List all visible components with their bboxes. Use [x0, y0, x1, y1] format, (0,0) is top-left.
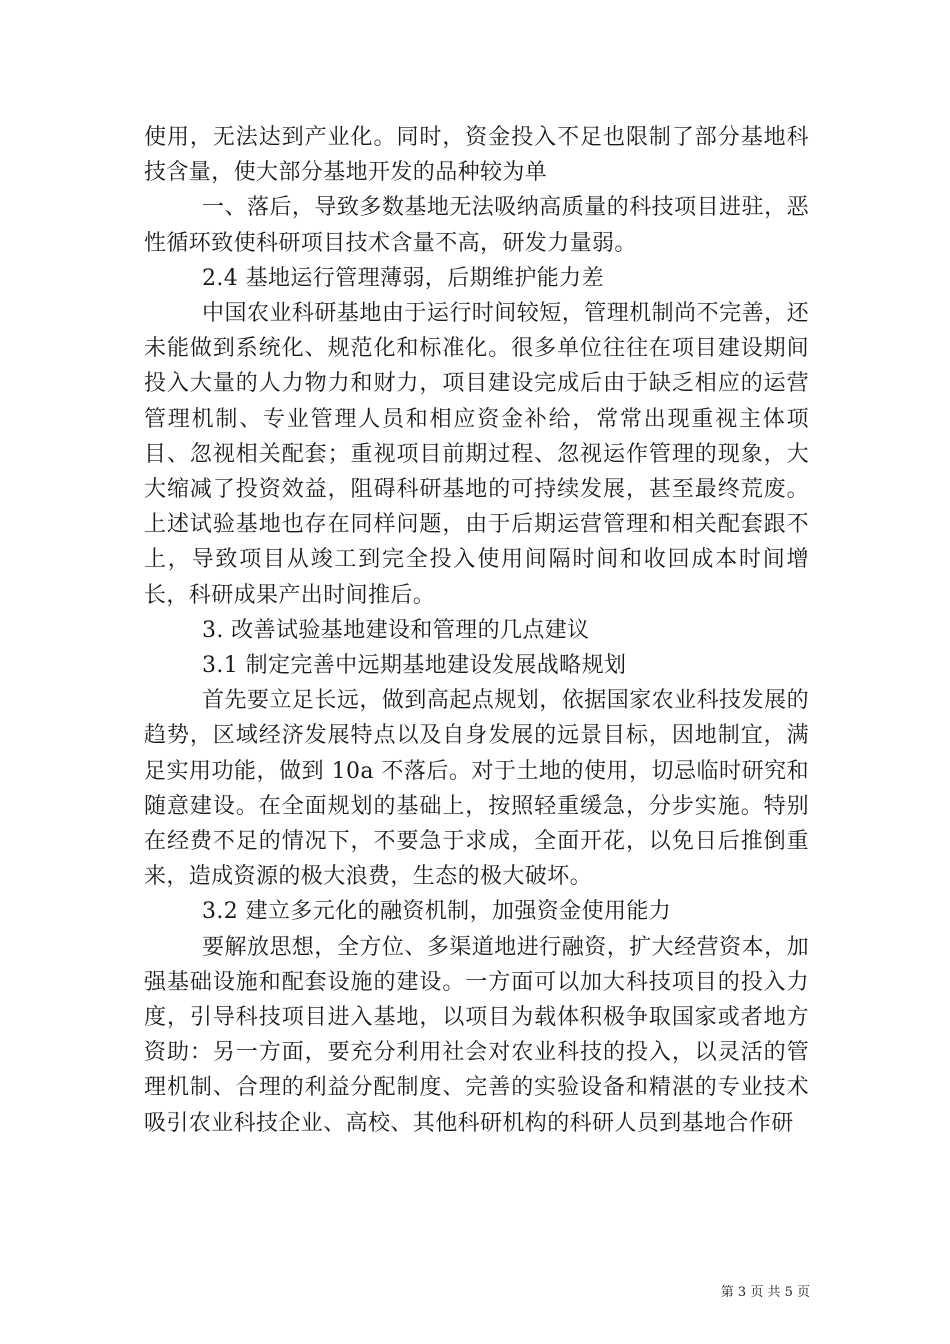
document-body: [144, 120, 809, 1141]
page-number-footer: 第 3 页 共 5 页: [720, 1285, 810, 1300]
section-heading-3-1: 3.1 制定完善中远期基地建设发展战略规划: [202, 653, 627, 679]
body-paragraph-3: 中国农业科研基地由于运行时间较短，管理机制尚不完善，还未能做到系统化、规范化和标准化。很多单位往往在项目建设期间投入大量的人力物力和财力，项目建设完成后由于缺乏相应的运营管理机制、专业管理人员和相应资金补给，常常出现重视主体项目、忽视相关配套；重视项目前期过程、忽视运作管理的现象，大大缩减了投资效益，阻碍科研基地的可持续发展，甚至最终荒废。上述试验基地也存在同样问题，由于后期运营管理和相关配套跟不上，导致项目从竣工到完全投入使用间隔时间和收回成本时间增长，科研成果产出时间推后。: [144, 301, 809, 608]
section-heading-3: 3. 改善试验基地建设和管理的几点建议: [202, 617, 590, 643]
body-paragraph-1: 使用，无法达到产业化。同时，资金投入不足也限制了部分基地科技含量，使大部分基地开发的品种较为单: [144, 125, 809, 186]
body-paragraph-4: 首先要立足长远，做到高起点规划，依据国家农业科技发展的趋势，区域经济发展特点以及自身发展的远景目标，因地制宜，满足实用功能，做到 10a 不落后。对于土地的使用，切忌临时研究和随意建设。在全面规划的基础上，按照轻重缓急，分步实施。特别在经费不足的情况下，不要急于求成，全面开花，以免日后推倒重来，造成资源的极大浪费，生态的极大破坏。: [144, 688, 809, 890]
section-heading-2-4: 2.4 基地运行管理薄弱，后期维护能力差: [202, 265, 604, 291]
body-paragraph-5: 要解放思想，全方位、多渠道地进行融资，扩大经营资本，加强基础设施和配套设施的建设。一方面可以加大科技项目的投入力度，引导科技项目进入基地，以项目为载体积极争取国家或者地方资助：另一方面，要充分利用社会对农业科技的投入，以灵活的管理机制、合理的利益分配制度、完善的实验设备和精湛的专业技术吸引农业科技企业、高校、其他科研机构的科研人员到基地合作研: [144, 934, 809, 1136]
section-heading-3-2: 3.2 建立多元化的融资机制，加强资金使用能力: [202, 899, 672, 925]
body-paragraph-2: 一、落后，导致多数基地无法吸纳高质量的科技项目进驻，恶性循环致使科研项目技术含量不高，研发力量弱。: [144, 195, 809, 256]
